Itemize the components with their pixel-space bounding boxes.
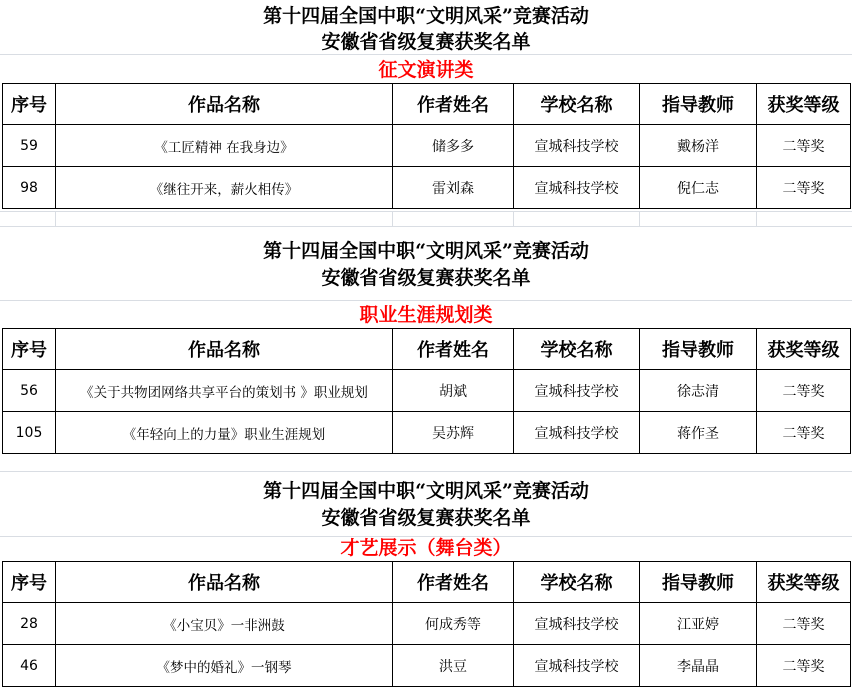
cell-no: 105 — [3, 412, 56, 454]
cell-work: 《年轻向上的力量》职业生涯规划 — [56, 412, 393, 454]
table-header-row — [3, 562, 851, 603]
cell-award: 二等奖 — [757, 645, 851, 687]
cell-author: 何成秀等 — [393, 603, 514, 645]
gridline — [392, 211, 393, 226]
cell-no: 46 — [3, 645, 56, 687]
cell-work: 《小宝贝》一非洲鼓 — [56, 603, 393, 645]
header-award: 获奖等级 — [757, 84, 851, 125]
header-work: 作品名称 — [56, 329, 393, 370]
cell-author: 洪豆 — [393, 645, 514, 687]
section-title: 第十四届全国中职“文明风采”竞赛活动 — [263, 240, 589, 262]
cell-award: 二等奖 — [757, 370, 851, 412]
cell-work: 《梦中的婚礼》一钢琴 — [56, 645, 393, 687]
award-table — [2, 83, 851, 209]
cell-teacher: 倪仁志 — [640, 167, 757, 209]
gridline — [639, 211, 640, 226]
cell-teacher: 李晶晶 — [640, 645, 757, 687]
award-table — [2, 328, 851, 454]
header-teacher: 指导教师 — [640, 84, 757, 125]
cell-no: 98 — [3, 167, 56, 209]
cell-teacher: 徐志清 — [640, 370, 757, 412]
cell-award: 二等奖 — [757, 603, 851, 645]
section-subtitle: 安徽省省级复赛获奖名单 — [321, 507, 531, 529]
header-school: 学校名称 — [514, 329, 640, 370]
header-work: 作品名称 — [56, 562, 393, 603]
gridline — [0, 54, 852, 55]
section-title: 第十四届全国中职“文明风采”竞赛活动 — [263, 480, 589, 502]
cell-award: 二等奖 — [757, 412, 851, 454]
section-subtitle: 安徽省省级复赛获奖名单 — [321, 267, 531, 289]
gridline — [756, 211, 757, 226]
header-award: 获奖等级 — [757, 562, 851, 603]
category-heading: 职业生涯规划类 — [359, 304, 493, 326]
header-author: 作者姓名 — [393, 329, 514, 370]
header-school: 学校名称 — [514, 84, 640, 125]
header-no: 序号 — [3, 562, 56, 603]
gridline — [0, 300, 852, 301]
cell-school: 宣城科技学校 — [514, 125, 640, 167]
cell-no: 28 — [3, 603, 56, 645]
table-row — [3, 370, 851, 412]
header-teacher: 指导教师 — [640, 562, 757, 603]
cell-author: 储多多 — [393, 125, 514, 167]
header-author: 作者姓名 — [393, 84, 514, 125]
cell-school: 宣城科技学校 — [514, 645, 640, 687]
cell-work: 《关于共物团网络共享平台的策划书 》职业规划 — [56, 370, 393, 412]
cell-no: 59 — [3, 125, 56, 167]
cell-award: 二等奖 — [757, 125, 851, 167]
cell-teacher: 戴杨洋 — [640, 125, 757, 167]
gridline — [55, 211, 56, 226]
gridline — [0, 211, 852, 212]
cell-author: 雷刘森 — [393, 167, 514, 209]
category-heading: 才艺展示（舞台类） — [340, 537, 512, 559]
header-author: 作者姓名 — [393, 562, 514, 603]
cell-teacher: 蒋作圣 — [640, 412, 757, 454]
category-heading: 征文演讲类 — [378, 59, 474, 81]
table-row — [3, 167, 851, 209]
gridline — [513, 211, 514, 226]
cell-author: 吴苏辉 — [393, 412, 514, 454]
section-subtitle: 安徽省省级复赛获奖名单 — [321, 31, 531, 53]
cell-school: 宣城科技学校 — [514, 412, 640, 454]
gridline — [0, 226, 852, 227]
cell-teacher: 江亚婷 — [640, 603, 757, 645]
cell-author: 胡斌 — [393, 370, 514, 412]
cell-no: 56 — [3, 370, 56, 412]
header-work: 作品名称 — [56, 84, 393, 125]
section-title: 第十四届全国中职“文明风采”竞赛活动 — [263, 5, 589, 27]
award-table — [2, 561, 851, 687]
table-row — [3, 645, 851, 687]
header-teacher: 指导教师 — [640, 329, 757, 370]
table-row — [3, 125, 851, 167]
header-no: 序号 — [3, 329, 56, 370]
cell-work: 《工匠精神 在我身边》 — [56, 125, 393, 167]
cell-school: 宣城科技学校 — [514, 370, 640, 412]
header-award: 获奖等级 — [757, 329, 851, 370]
cell-school: 宣城科技学校 — [514, 167, 640, 209]
cell-award: 二等奖 — [757, 167, 851, 209]
table-header-row — [3, 329, 851, 370]
table-header-row — [3, 84, 851, 125]
cell-work: 《继往开来，薪火相传》 — [56, 167, 393, 209]
header-school: 学校名称 — [514, 562, 640, 603]
gridline — [0, 471, 852, 472]
table-row — [3, 412, 851, 454]
header-no: 序号 — [3, 84, 56, 125]
cell-school: 宣城科技学校 — [514, 603, 640, 645]
table-row — [3, 603, 851, 645]
